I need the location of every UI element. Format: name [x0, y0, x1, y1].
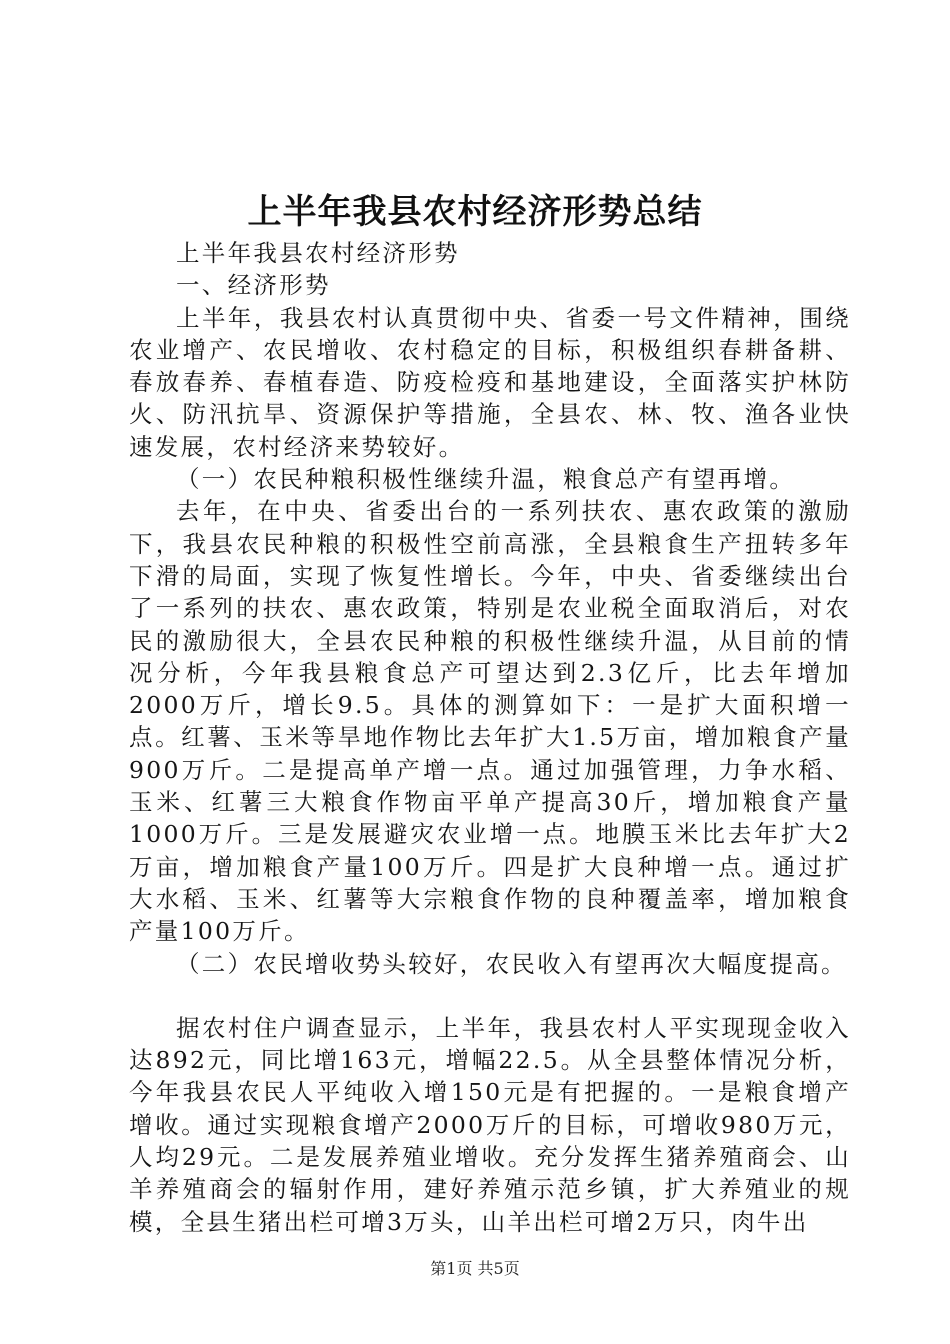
paragraph-grain-detail: 去年，在中央、省委出台的一系列扶农、惠农政策的激励下，我县农民种粮的积极性空前高涨，全县粮食生产扭转多年下滑的局面，实现了恢复性增长。今年，中央、省委继续出台了一系列的扶农、惠农政策，特别是农业税全面取消后，对农民的激励很大，全县农民种粮的积极性继续升温，从目前的情况分析，今年我县粮食总产可望达到2.3亿斤，比去年增加2000万斤，增长9.5。具体的测算如下：一是扩大面积增一点。红薯、玉米等旱地作物比去年扩大1.5万亩，增加粮食产量900万斤。二是提高单产增一点。通过加强管理，力争水稻、玉米、红薯三大粮食作物亩平单产提高30斤，增加粮食产量1000万斤。三是发展避灾农业增一点。地膜玉米比去年扩大2万亩，增加粮食产量100万斤。四是扩大良种增一点。通过扩大水稻、玉米、红薯等大宗粮食作物的良种覆盖率，增加粮食产量100万斤。 — [129, 497, 851, 946]
paragraph-subheading-income: （二）农民增收势头较好，农民收入有望再次大幅度提高。 — [176, 949, 847, 978]
paragraph-income-detail: 据农村住户调查显示，上半年，我县农村人平实现现金收入达892元，同比增163元，增幅22.5。从全县整体情况分析，今年我县农民人平纯收入增150元是有把握的。一是粮食增产增收。通过实现粮食增产2000万斤的目标，可增收980万元，人均29元。二是发展养殖业增收。充分发挥生猪养殖商会、山羊养殖商会的辐射作用，建好养殖示范乡镇，扩大养殖业的规模，全县生猪出栏可增3万头，山羊出栏可增2万只，肉牛出 — [129, 1013, 851, 1236]
paragraph-section-heading: 一、经济形势 — [176, 271, 331, 300]
paragraph-subtitle: 上半年我县农村经济形势 — [176, 239, 460, 267]
page-number: 第1页 共5页 — [430, 1259, 520, 1278]
paragraph-subheading-grain: （一）农民种粮积极性继续升温，粮食总产有望再增。 — [176, 465, 796, 494]
paragraph-overview: 上半年，我县农村认真贯彻中央、省委一号文件精神，围绕农业增产、农民增收、农村稳定的目标，积极组织春耕备耕、春放春养、春植春造、防疫检疫和基地建设，全面落实护林防火、防汛抗旱、资源保护等措施，全县农、林、牧、渔各业快速发展，农村经济来势较好。 — [129, 303, 851, 461]
document-title: 上半年我县农村经济形势总结 — [247, 192, 703, 232]
document-body — [129, 237, 851, 1238]
